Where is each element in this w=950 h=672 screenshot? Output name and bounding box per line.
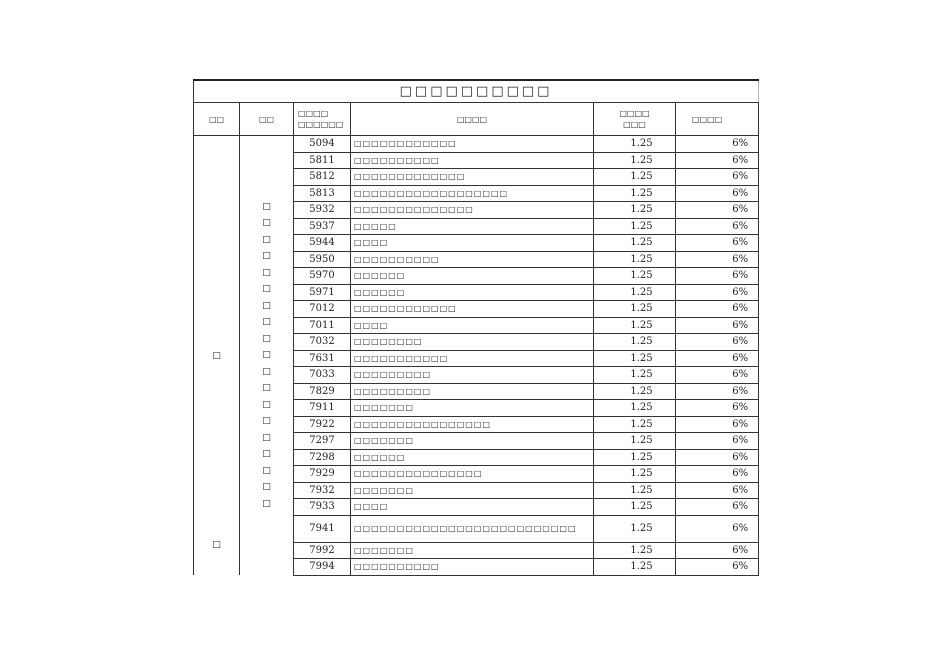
fee-value: 6% xyxy=(676,350,759,367)
rate-value: 1.25 xyxy=(594,559,676,576)
fee-value: 6% xyxy=(676,449,759,466)
mcc-code: 7922 xyxy=(294,416,351,433)
fee-value: 6% xyxy=(676,334,759,351)
subcategory-glyph: □ xyxy=(262,218,271,229)
rate-value: 1.25 xyxy=(594,235,676,252)
subcategory-glyph: □ xyxy=(262,482,271,493)
mcc-code: 5932 xyxy=(294,202,351,219)
rate-value: 1.25 xyxy=(594,334,676,351)
rate-value: 1.25 xyxy=(594,350,676,367)
mcc-code: 7932 xyxy=(294,482,351,499)
mcc-code: 5813 xyxy=(294,185,351,202)
merchant-name: □□□□□□□□□ xyxy=(351,383,594,400)
fee-value: 6% xyxy=(676,169,759,186)
subcategory-glyph: □ xyxy=(262,251,271,262)
mcc-code: 7298 xyxy=(294,449,351,466)
subcategory-glyph: □ xyxy=(262,284,271,295)
mcc-code: 7631 xyxy=(294,350,351,367)
mcc-code: 5971 xyxy=(294,284,351,301)
rate-value: 1.25 xyxy=(594,152,676,169)
header-col-c: □□□□ □□□□□□ xyxy=(294,103,351,136)
fee-value: 6% xyxy=(676,185,759,202)
header-col-a: □□ xyxy=(194,103,240,136)
fee-value: 6% xyxy=(676,416,759,433)
subcategory-glyph: □ xyxy=(262,350,271,361)
merchant-name: □□□□□□□□□□ xyxy=(351,559,594,576)
merchant-name: □□□□□□□□□□ xyxy=(351,152,594,169)
fee-value: 6% xyxy=(676,202,759,219)
fee-value: 6% xyxy=(676,482,759,499)
fee-value: 6% xyxy=(676,301,759,318)
fee-value: 6% xyxy=(676,383,759,400)
mcc-code: 5937 xyxy=(294,218,351,235)
mcc-code: 7933 xyxy=(294,499,351,516)
spreadsheet xyxy=(193,79,758,576)
rate-value: 1.25 xyxy=(594,317,676,334)
merchant-name: □□□□ xyxy=(351,235,594,252)
mcc-code: 7012 xyxy=(294,301,351,318)
rate-value: 1.25 xyxy=(594,169,676,186)
category-glyph: □ xyxy=(212,539,221,550)
fee-value: 6% xyxy=(676,559,759,576)
subcategory-glyph: □ xyxy=(262,333,271,344)
fee-value: 6% xyxy=(676,235,759,252)
mcc-code: 7011 xyxy=(294,317,351,334)
rate-value: 1.25 xyxy=(594,482,676,499)
rate-value: 1.25 xyxy=(594,202,676,219)
header-row xyxy=(194,103,759,136)
merchant-name: □□□□□□□□□□□ xyxy=(351,350,594,367)
subcategory-cell xyxy=(240,136,294,576)
subcategory-glyph: □ xyxy=(262,366,271,377)
subcategory-glyph: □ xyxy=(262,416,271,427)
rate-value: 1.25 xyxy=(594,499,676,516)
merchant-name: □□□□□□ xyxy=(351,284,594,301)
header-col-f: □□□□ xyxy=(676,103,759,136)
fee-value: 6% xyxy=(676,400,759,417)
mcc-code: 7941 xyxy=(294,515,351,542)
mcc-code: 5812 xyxy=(294,169,351,186)
category-cell xyxy=(194,136,240,576)
fee-value: 6% xyxy=(676,367,759,384)
merchant-name: □□□□□□□□□□□□□ xyxy=(351,169,594,186)
rate-value: 1.25 xyxy=(594,416,676,433)
mcc-code: 7929 xyxy=(294,466,351,483)
merchant-name: □□□□□□ xyxy=(351,268,594,285)
merchant-name: □□□□□□□□□□□□ xyxy=(351,136,594,153)
fee-value: 6% xyxy=(676,284,759,301)
subcategory-glyph: □ xyxy=(262,432,271,443)
merchant-name: □□□□□□□□□□□□□□ xyxy=(351,202,594,219)
merchant-name: □□□□□ xyxy=(351,218,594,235)
mcc-code: 7911 xyxy=(294,400,351,417)
rate-value: 1.25 xyxy=(594,251,676,268)
header-col-b: □□ xyxy=(240,103,294,136)
mcc-code: 5950 xyxy=(294,251,351,268)
mcc-code: 5970 xyxy=(294,268,351,285)
fee-value: 6% xyxy=(676,542,759,559)
rate-value: 1.25 xyxy=(594,284,676,301)
fee-value: 6% xyxy=(676,317,759,334)
merchant-name: □□□□□□□□□□□□ xyxy=(351,301,594,318)
subcategory-glyph: □ xyxy=(262,267,271,278)
merchant-name: □□□□□□□ xyxy=(351,542,594,559)
rate-value: 1.25 xyxy=(594,367,676,384)
fee-value: 6% xyxy=(676,136,759,153)
rate-value: 1.25 xyxy=(594,542,676,559)
merchant-name: □□□□□□□ xyxy=(351,482,594,499)
subcategory-glyph: □ xyxy=(262,300,271,311)
mcc-code: 5944 xyxy=(294,235,351,252)
rate-value: 1.25 xyxy=(594,400,676,417)
merchant-name: □□□□□□□ xyxy=(351,433,594,450)
merchant-name: □□□□□□ xyxy=(351,449,594,466)
subcategory-glyph: □ xyxy=(262,201,271,212)
merchant-name: □□□□□□□□ xyxy=(351,334,594,351)
subcategory-glyph: □ xyxy=(262,234,271,245)
category-glyph: □ xyxy=(212,350,221,361)
merchant-name: □□□□ xyxy=(351,499,594,516)
rate-value: 1.25 xyxy=(594,268,676,285)
rate-value: 1.25 xyxy=(594,383,676,400)
fee-value: 6% xyxy=(676,433,759,450)
rate-value: 1.25 xyxy=(594,301,676,318)
header-col-e: □□□□ □□□ xyxy=(594,103,676,136)
mcc-code: 7829 xyxy=(294,383,351,400)
mcc-code: 7297 xyxy=(294,433,351,450)
merchant-name: □□□□□□□□□□□□□□□□□□□□□□□□□□ xyxy=(351,515,594,542)
mcc-code: 7994 xyxy=(294,559,351,576)
fee-value: 6% xyxy=(676,268,759,285)
sheet-title: □□□□□□□□□□ xyxy=(194,80,759,103)
merchant-name: □□□□□□□□□ xyxy=(351,367,594,384)
mcc-code: 5811 xyxy=(294,152,351,169)
subcategory-glyph: □ xyxy=(262,317,271,328)
merchant-name: □□□□ xyxy=(351,317,594,334)
rate-value: 1.25 xyxy=(594,218,676,235)
mcc-code: 7032 xyxy=(294,334,351,351)
merchant-name: □□□□□□□□□□ xyxy=(351,251,594,268)
merchant-name: □□□□□□□□□□□□□□□□ xyxy=(351,416,594,433)
mcc-code: 7033 xyxy=(294,367,351,384)
subcategory-glyph: □ xyxy=(262,399,271,410)
fee-value: 6% xyxy=(676,251,759,268)
rate-value: 1.25 xyxy=(594,466,676,483)
fee-value: 6% xyxy=(676,218,759,235)
rate-value: 1.25 xyxy=(594,136,676,153)
mcc-code: 7992 xyxy=(294,542,351,559)
mcc-code: 5094 xyxy=(294,136,351,153)
subcategory-glyph: □ xyxy=(262,465,271,476)
rate-value: 1.25 xyxy=(594,449,676,466)
rate-table xyxy=(193,79,759,576)
merchant-name: □□□□□□□ xyxy=(351,400,594,417)
subcategory-glyph: □ xyxy=(262,498,271,509)
rate-value: 1.25 xyxy=(594,433,676,450)
subcategory-glyph: □ xyxy=(262,383,271,394)
fee-value: 6% xyxy=(676,499,759,516)
rate-value: 1.25 xyxy=(594,185,676,202)
fee-value: 6% xyxy=(676,515,759,542)
merchant-name: □□□□□□□□□□□□□□□ xyxy=(351,466,594,483)
subcategory-glyph: □ xyxy=(262,449,271,460)
merchant-name: □□□□□□□□□□□□□□□□□□ xyxy=(351,185,594,202)
fee-value: 6% xyxy=(676,152,759,169)
table-row xyxy=(194,136,759,153)
rate-value: 1.25 xyxy=(594,515,676,542)
fee-value: 6% xyxy=(676,466,759,483)
title-row xyxy=(194,80,759,103)
header-col-d: □□□□ xyxy=(351,103,594,136)
